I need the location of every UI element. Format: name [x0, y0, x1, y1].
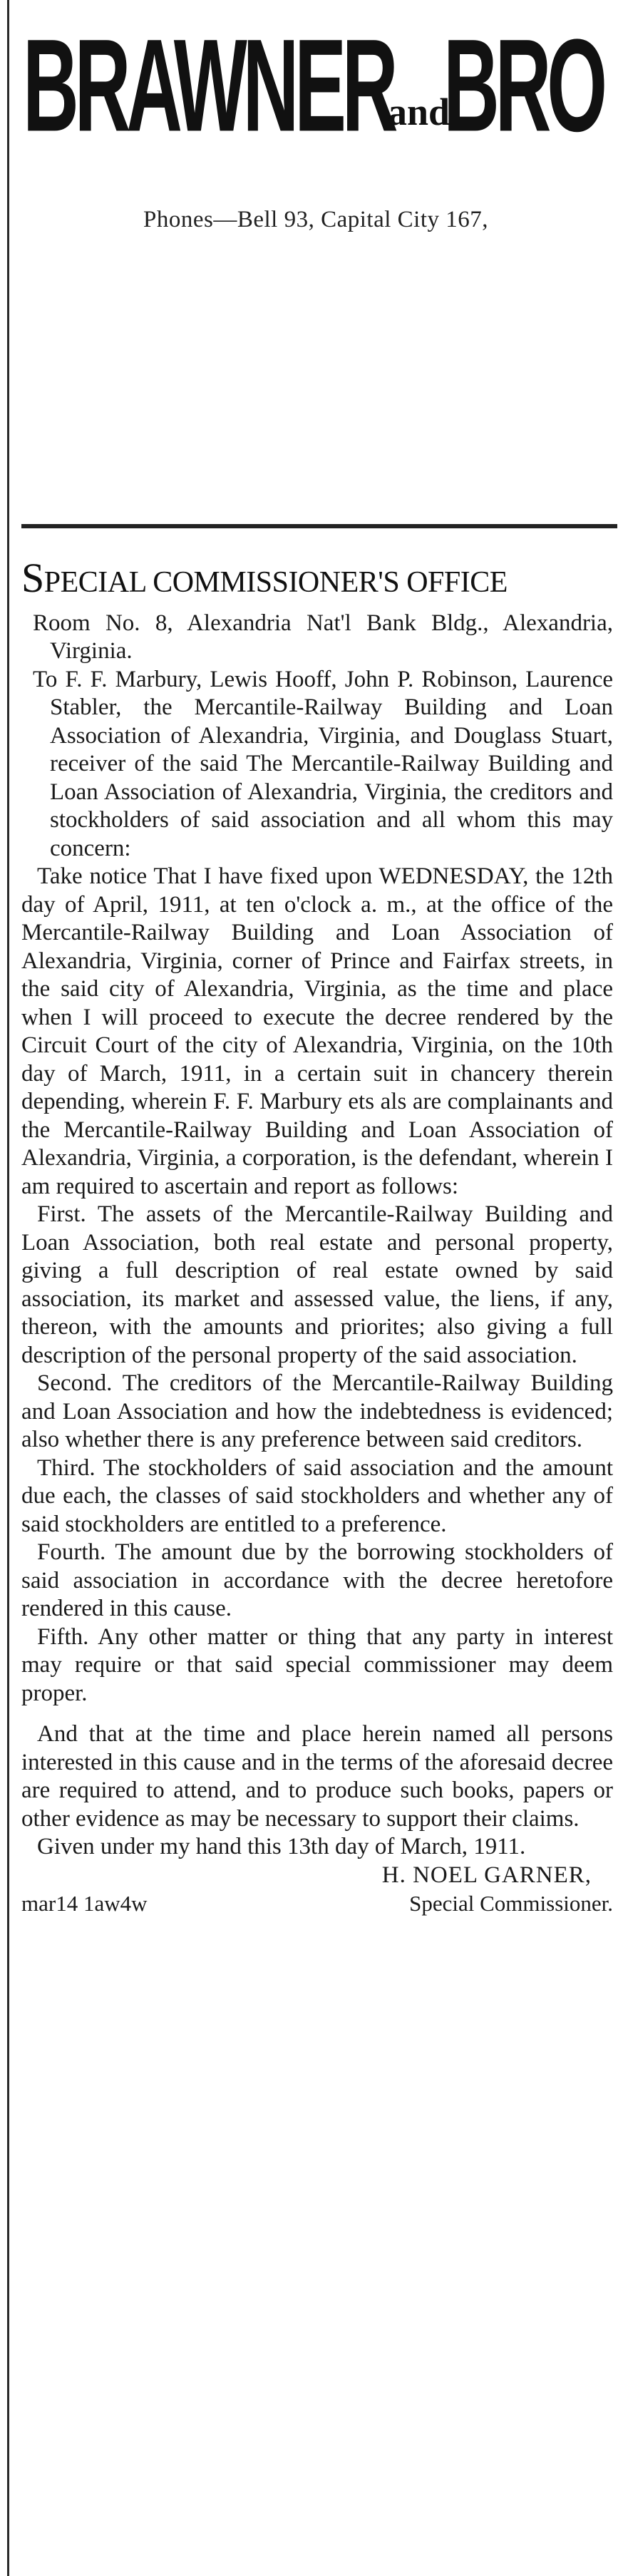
notice-item-fifth: Fifth. Any other matter or thing that any party in interest may require or that said special commissioner may deem proper. — [21, 1623, 613, 1706]
notice-ref-code: mar14 1aw4w — [21, 1891, 148, 1916]
notice-given: Given under my hand this 13th day of March, 1911. — [37, 1834, 526, 1860]
column-rule — [7, 0, 9, 2576]
notice-address: Room No. 8, Alexandria Nat'l Bank Bldg., Alexandria, Virginia. — [33, 610, 613, 664]
ad-name-and: and — [388, 91, 450, 133]
notice-item-first: First. The assets of the Mercantile-Railway Building and Loan Association, both real estate and personal property, giving a full description of real estate owned by said association, its market and assessed value, the liens, if any, thereon, with the amounts and priorites; also giving a full description of the personal property of the said association. — [21, 1201, 613, 1368]
notice-closing: And that at the time and place herein named all persons interested in this cause and in the terms of the aforesaid decree are required to attend, and to produce such books, papers or other evidence as may be necessary to support their claims. — [21, 1721, 613, 1832]
ad-name-right: BRO — [443, 12, 603, 160]
notice-heading — [21, 555, 613, 602]
heading-initial: S — [21, 555, 44, 601]
notice-signer-title: Special Commissioner. — [409, 1891, 613, 1916]
advertisement-title — [23, 13, 614, 163]
notice-signature: H. NOEL GARNER, — [381, 1862, 592, 1888]
notice-item-second: Second. The creditors of the Mercantile-Railway Building and Loan Association and how the indebtedness is evidenced; also whether there is any preference between said creditors. — [21, 1370, 613, 1453]
brawner-advertisement — [14, 0, 617, 499]
notice-footer — [21, 1889, 613, 1918]
notice-item-fourth: Fourth. The amount due by the borrowing stockholders of said association in accordance with the decree heretofore rendered in this cause. — [21, 1539, 613, 1622]
ad-phones: Phones—Bell 93, Capital City 167, — [143, 207, 488, 232]
ad-name-left: BRAWNER — [23, 12, 394, 160]
heading-text: PECIAL COMMISSIONER'S OFFICE — [43, 566, 508, 599]
notice-salutation: To F. F. Marbury, Lewis Hooff, John P. Robinson, Laurence Stabler, the Mercantile-Railway Building and Loan Association of Alexandria, Virginia, and Douglass Stuart, receiver of the said The Mercantile-Railway Building and Loan Association of Alexandria, Virginia, the creditors and stockholders of said association and all whom this may concern: — [33, 666, 613, 861]
commissioner-notice — [21, 542, 613, 1918]
notice-item-third: Third. The stockholders of said association and the amount due each, the classes of said stockholders and whether any of said stockholders are entitled to a preference. — [21, 1454, 613, 1537]
section-divider — [21, 524, 617, 528]
notice-intro: Take notice That I have fixed upon WEDNESDAY, the 12th day of April, 1911, at ten o'clock a. m., at the office of the Mercantile-Railway Building and Loan Association of Alexandria, Virginia, corner of Prince and Fairfax streets, in the said city of Alexandria, Virginia, as the time and place when I will proceed to execute the decree rendered by the Circuit Court of the city of Alexandria, Virginia, on the 10th day of March, 1911, in a certain suit in chancery therein depending, wherein F. F. Marbury ets als are complainants and the Mercantile-Railway Building and Loan Association of Alexandria, Virginia, a corporation, is the defendant, wherein I am required to ascertain and report as follows: — [21, 863, 613, 1199]
